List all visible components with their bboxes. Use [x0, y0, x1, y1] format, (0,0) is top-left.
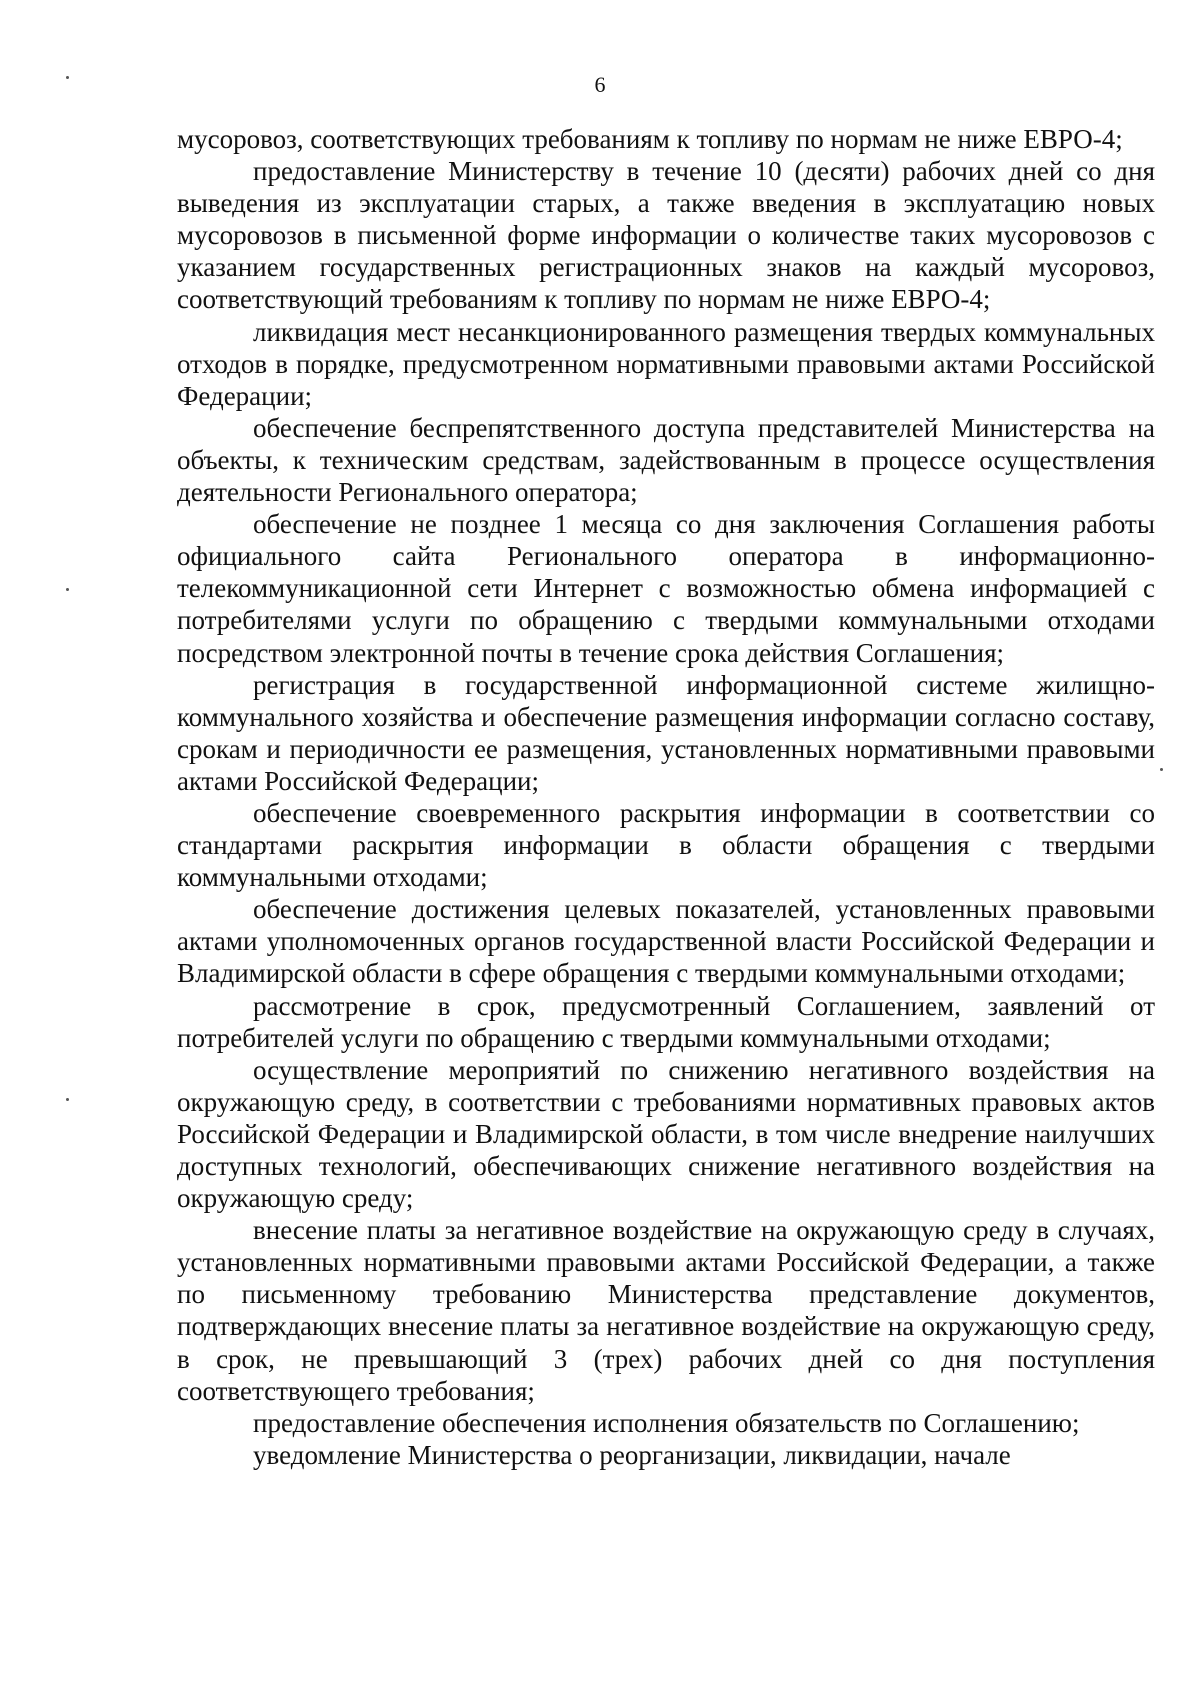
- paragraph-info-provision: предоставление Министерству в течение 10 (десяти) рабочих дней со дня выведения из эксплуатации старых, а также введения в эксплуатацию новых мусоровозов в письменной форме информации о количестве таких мусоровозов с указанием государственных регистрационных знаков на каждый мусоровоз, соответствующий требованиям к топливу по нормам не ниже ЕВРО-4;: [177, 156, 1155, 315]
- document-body: [177, 123, 1155, 1471]
- paragraph-security: предоставление обеспечения исполнения обязательств по Соглашению;: [253, 1407, 1080, 1438]
- scan-speck: [66, 1098, 69, 1101]
- paragraph-payment: внесение платы за негативное воздействие на окружающую среду в случаях, установленных нормативными правовыми актами Российской Федерации, а также по письменному требованию Министерства представление документов, подтверждающих внесение платы за негативное воздействие на окружающую среду, в срок, не превышающий 3 (трех) рабочих дней со дня поступления соответствующего требования;: [177, 1215, 1155, 1406]
- paragraph-disclosure: обеспечение своевременного раскрытия информации в соответствии со стандартами раскрытия информации в области обращения с твердыми коммунальными отходами;: [177, 797, 1155, 893]
- paragraph-applications: рассмотрение в срок, предусмотренный Соглашением, заявлений от потребителей услуги по обращению с твердыми коммунальными отходами;: [177, 990, 1155, 1053]
- paragraph-dump-liquidation: ликвидация мест несанкционированного размещения твердых коммунальных отходов в порядке, предусмотренном нормативными правовыми актами Российской Федерации;: [177, 316, 1155, 411]
- scan-speck: [66, 588, 69, 591]
- paragraph-environment: осуществление мероприятий по снижению негативного воздействия на окружающую среду, в соответствии с требованиями нормативных правовых актов Российской Федерации и Владимирской области, в том числе внедрение наилучших доступных технологий, обеспечивающих снижение негативного воздействия на окружающую среду;: [177, 1054, 1155, 1214]
- scan-speck: [66, 76, 69, 79]
- paragraph-targets: обеспечение достижения целевых показателей, установленных правовыми актами уполномоченных органов государственной власти Российской Федерации и Владимирской области в сфере обращения с твердыми коммунальными отходами;: [177, 894, 1155, 989]
- scan-speck: [1160, 768, 1163, 771]
- page-number: 6: [594, 72, 606, 97]
- paragraph-website: обеспечение не позднее 1 месяца со дня заключения Соглашения работы официального сайта Регионального оператора в информационно-телекоммуникационной сети Интернет с возможностью обмена информацией с потребителями услуги по обращению с твердыми коммунальными отходами посредством электронной почты в течение срока действия Соглашения;: [177, 509, 1155, 668]
- paragraph-continuation: мусоровоз, соответствующих требованиям к топливу по нормам не ниже ЕВРО-4;: [177, 124, 1123, 154]
- paragraph-notification: уведомление Министерства о реорганизации, ликвидации, начале: [253, 1439, 1011, 1470]
- paragraph-registration: регистрация в государственной информационной системе жилищно-коммунального хозяйства и обеспечение размещения информации согласно составу, срокам и периодичности ее размещения, установленных нормативными правовыми актами Российской Федерации;: [177, 669, 1155, 796]
- paragraph-access: обеспечение беспрепятственного доступа представителей Министерства на объекты, к техническим средствам, задействованным в процессе осуществления деятельности Регионального оператора;: [177, 412, 1155, 508]
